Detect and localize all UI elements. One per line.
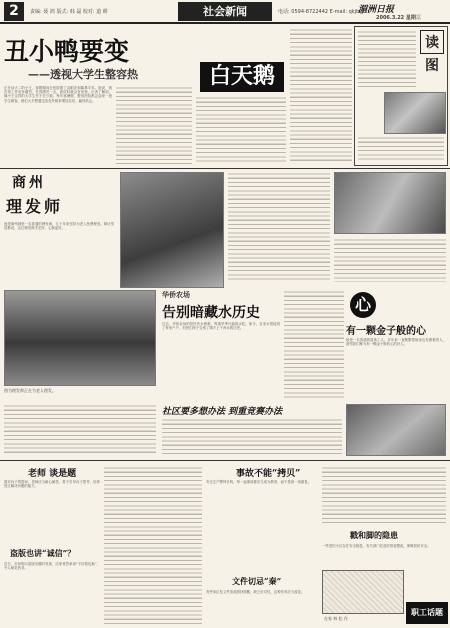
read-label: 读 (420, 30, 444, 54)
barber-text-col (228, 172, 330, 282)
right-photo-text (334, 238, 446, 282)
calligraphy-headline: 社区要多想办法 到重竞赛办法 (162, 407, 283, 417)
contact-meta: 电话: 0594-8722442 E-mail: qkjb@... (278, 9, 370, 15)
person-title: 有一颗金子般的心 (346, 326, 426, 337)
col5-title: 戳和脚的隐患 (350, 530, 398, 540)
col5-body: 一些老旧小区存在安全隐患，有关部门应及时排查整改，保障居民安全。 (322, 544, 431, 548)
main-subtitle: ——透视大学生整容热 (28, 68, 138, 81)
main-title: 丑小鸭要变 (4, 37, 130, 66)
editor-meta: 责编: 聂 鸿 版式: 韩 磊 校对: 道 耕 (30, 9, 108, 15)
col4-title: 文件切忌“秦” (232, 576, 282, 586)
bottom-right-photo (346, 404, 446, 456)
history-kicker: 华侨农场 (162, 290, 190, 299)
person-article-body: 她是一名普通的退休工人，多年来一直默默帮助身边有困难的人，被邻居们称为有一颗金子般的心的好人。 (346, 338, 446, 347)
barber-article-body: 他是商州城里一名普通的理发师，几十年来坚持为老人免费理发。街坊邻居都说，这位理发师手艺好，心肠更好。 (4, 222, 114, 231)
col3-body: 安全生产警钟长鸣，每一起事故都应当成为教训，而不是被一再重复。 (206, 480, 312, 484)
cartoon-section-label: 职工话题 (406, 602, 448, 624)
page-number: 2 (4, 2, 24, 21)
main-article-text-col4 (290, 28, 352, 164)
history-title: 告别暗藏水历史 (162, 305, 260, 321)
cartoon-image (322, 570, 404, 614)
col-middle-text (104, 466, 202, 624)
section-title: 社会新闻 (178, 2, 272, 21)
cartoon-caption: 在家 林 松 作 (324, 616, 348, 621)
read-label-2: 图 (425, 58, 439, 74)
right-photo (334, 172, 446, 234)
barber-title-line1: 商州 (12, 175, 46, 191)
col5-top-text (322, 466, 446, 524)
main-article-body: 正在读大二的小王，寒假期间在医院做了双眼皮和隆鼻手术。她说，现在找工作竞争激烈，长得漂亮一点，面试时就会有优势。记者了解到，像小王这样的大学生并不在少数。每年寒暑假，整形医院都会迎来一批学生顾客，她们大多想通过改变外貌来增加自信、赢得机会。 (4, 86, 112, 103)
col1-title: 老师 谈是题 (28, 469, 77, 479)
main-article-text-col3 (196, 96, 286, 164)
elderly-photo (4, 290, 156, 386)
read-box-caption (358, 136, 444, 162)
barber-photo (120, 172, 224, 288)
title-end: 白天鹅 (200, 62, 284, 92)
col2-title: 盗版也讲“诚信”？ (10, 548, 76, 558)
paper-name: 湄洲日报 (358, 5, 395, 15)
calligraphy-article-text (162, 418, 342, 456)
read-box-photo (384, 92, 446, 134)
divider (0, 168, 450, 169)
divider-bottom (0, 460, 450, 461)
col3-title: 事故不能“拷贝” (236, 469, 301, 479)
read-box-text (358, 30, 416, 90)
history-article-body: 过去，华侨农场的居民饮水困难，每逢旱季只能挑水吃。如今，自来水管接到了家家户户，村民们终于告别了喝不上干净水的历史。 (162, 322, 280, 331)
person-title-badge: 心 (350, 292, 376, 318)
col1-body: 面对孩子的提问，老师应当耐心解答，善于引导孩子思考，培养独立解决问题的能力。 (4, 480, 100, 489)
issue-date: 2006.3.22 星期三 (376, 15, 421, 21)
main-article-text-col2 (116, 86, 192, 166)
col4-body: 有些单位发文件喜欢照抄照搬，缺乏针对性，这种作风应当改变。 (206, 590, 305, 594)
col2-body: 近日，市民购买盗版光碟时发现，店家竟然承诺“不好看包换”，令人啼笑皆非。 (4, 562, 100, 571)
history-text-col2 (284, 290, 344, 400)
barber-title-line2: 理发师 (6, 197, 64, 216)
left-bottom-text (4, 404, 156, 456)
photo-caption-left: 图为理发师正在为老人理发。 (4, 388, 56, 393)
